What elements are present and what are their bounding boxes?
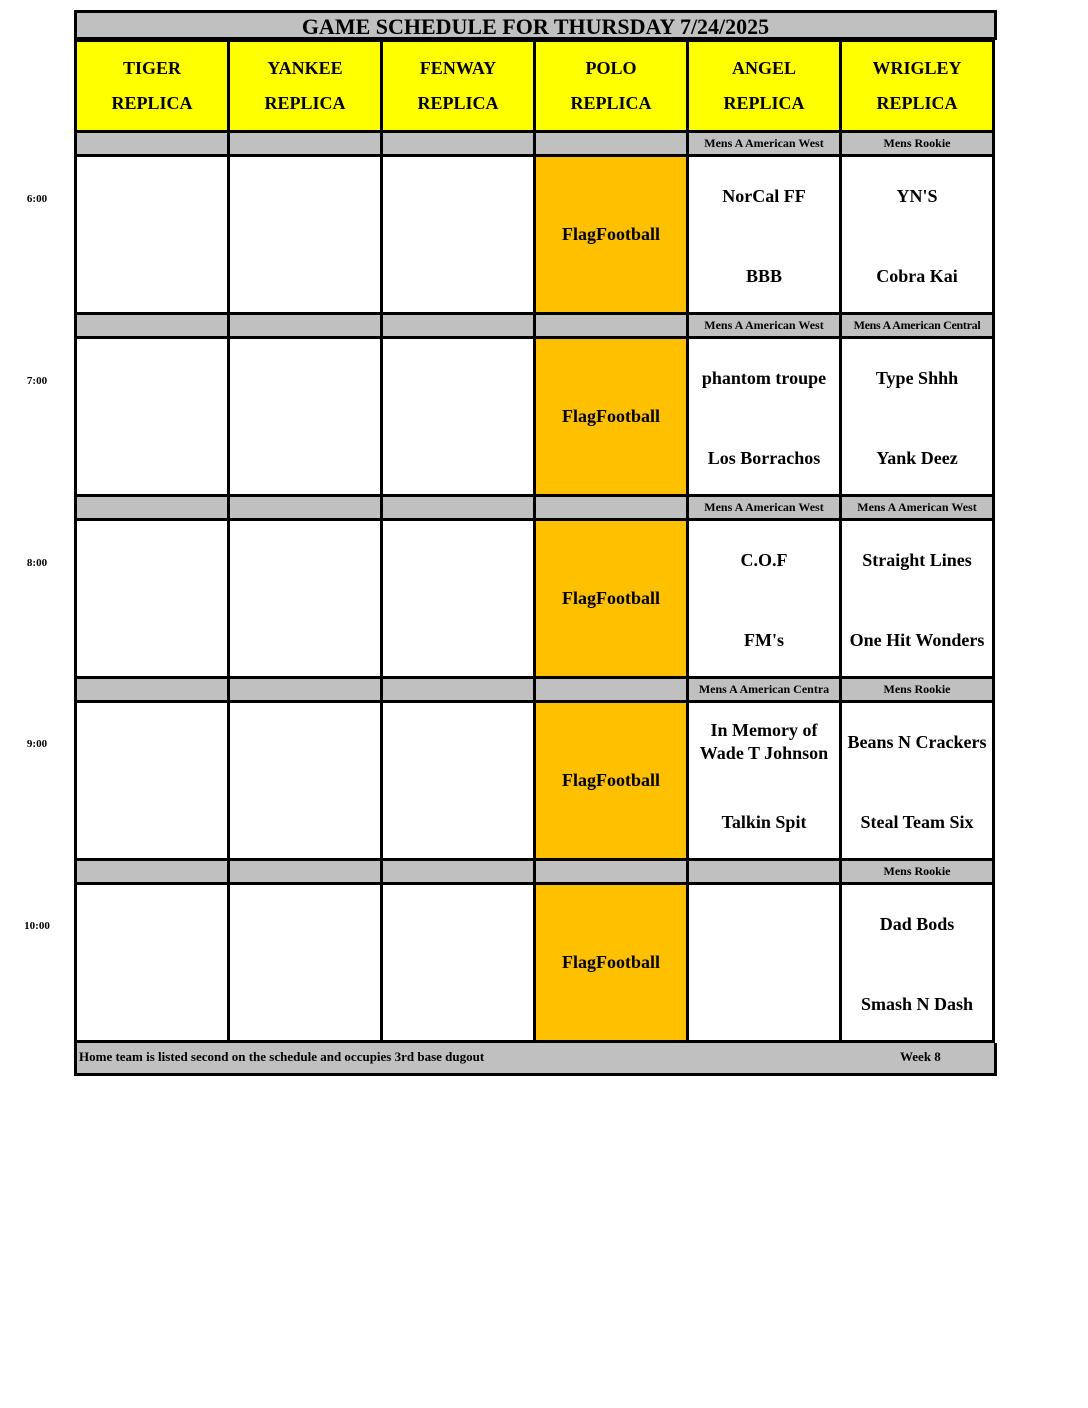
game-cell (839, 703, 995, 861)
division-row (74, 679, 997, 703)
empty-cell (227, 157, 383, 315)
division-label: Mens Rookie (839, 133, 995, 157)
home-team: BBB (745, 266, 783, 286)
empty-cell (227, 703, 383, 861)
empty-cell (380, 157, 536, 315)
home-team: Steal Team Six (860, 812, 974, 832)
empty-cell (74, 703, 230, 861)
field-header-polo: POLO REPLICA (533, 40, 689, 133)
time-label-9: 9:00 (26, 738, 48, 750)
empty-cell (74, 521, 230, 679)
empty-cell (74, 157, 230, 315)
schedule-footer (74, 1043, 997, 1076)
time-slot-row (74, 157, 997, 315)
home-team: Yank Deez (876, 448, 958, 468)
field-header-fenway: FENWAY REPLICA (380, 40, 536, 133)
empty-cell (380, 703, 536, 861)
game-cell (686, 521, 842, 679)
flag-football-cell: FlagFootball (533, 157, 689, 315)
home-team: FM's (744, 630, 784, 650)
flag-football-cell: FlagFootball (533, 885, 689, 1043)
division-row (74, 133, 997, 157)
game-cell (839, 521, 995, 679)
game-cell (686, 339, 842, 497)
field-header-tiger: TIGER REPLICA (74, 40, 230, 133)
home-team: Los Borrachos (707, 448, 821, 468)
time-slot-row (74, 339, 997, 497)
time-label-10: 10:00 (24, 920, 50, 932)
home-team-note: Home team is listed second on the schedule and occupies 3rd base dugout (79, 1049, 485, 1064)
away-team: phantom troupe (701, 368, 827, 388)
game-cell (839, 339, 995, 497)
time-slot-row (74, 885, 997, 1043)
empty-cell (227, 339, 383, 497)
game-cell (686, 885, 842, 1043)
home-team: Talkin Spit (721, 812, 807, 832)
game-cell (686, 157, 842, 315)
away-team: Beans N Crackers (847, 732, 987, 752)
away-team: Dad Bods (879, 914, 955, 934)
away-team: YN'S (896, 186, 938, 206)
empty-cell (74, 339, 230, 497)
empty-cell (380, 339, 536, 497)
home-team: Smash N Dash (860, 994, 974, 1014)
division-label: Mens A American West (686, 315, 842, 339)
schedule-sheet (74, 10, 997, 1076)
week-label: Week 8 (900, 1049, 941, 1064)
empty-cell (380, 885, 536, 1043)
division-label: Mens Rookie (839, 679, 995, 703)
flag-football-cell: FlagFootball (533, 521, 689, 679)
away-team: C.O.F (740, 550, 788, 570)
division-label: Mens A American West (686, 497, 842, 521)
empty-cell (74, 885, 230, 1043)
flag-football-cell: FlagFootball (533, 703, 689, 861)
division-label: Mens A American Centra (686, 679, 842, 703)
division-label: Mens A American West (839, 497, 995, 521)
game-cell (839, 885, 995, 1043)
division-label (686, 861, 842, 885)
schedule-title: GAME SCHEDULE FOR THURSDAY 7/24/2025 (74, 10, 997, 40)
away-team: In Memory of Wade T Johnson (699, 720, 829, 763)
division-row (74, 497, 997, 521)
time-slot-row (74, 703, 997, 861)
time-label-6: 6:00 (26, 193, 48, 205)
division-row (74, 315, 997, 339)
time-label-7: 7:00 (26, 375, 48, 387)
division-row (74, 861, 997, 885)
game-cell (839, 157, 995, 315)
field-header-wrigley: WRIGLEY REPLICA (839, 40, 995, 133)
time-label-8: 8:00 (26, 557, 48, 569)
time-slot-row (74, 521, 997, 679)
empty-cell (380, 521, 536, 679)
division-label: Mens Rookie (839, 861, 995, 885)
field-header-yankee: YANKEE REPLICA (227, 40, 383, 133)
home-team: Cobra Kai (876, 266, 958, 286)
division-label: Mens A American Central (839, 315, 995, 339)
field-header-angel: ANGEL REPLICA (686, 40, 842, 133)
away-team: NorCal FF (722, 186, 806, 206)
division-label: Mens A American West (686, 133, 842, 157)
empty-cell (227, 521, 383, 679)
field-header-row (74, 40, 997, 133)
flag-football-cell: FlagFootball (533, 339, 689, 497)
away-team: Type Shhh (875, 368, 959, 388)
away-team: Straight Lines (862, 550, 972, 570)
game-cell (686, 703, 842, 861)
empty-cell (227, 885, 383, 1043)
home-team: One Hit Wonders (849, 630, 985, 650)
